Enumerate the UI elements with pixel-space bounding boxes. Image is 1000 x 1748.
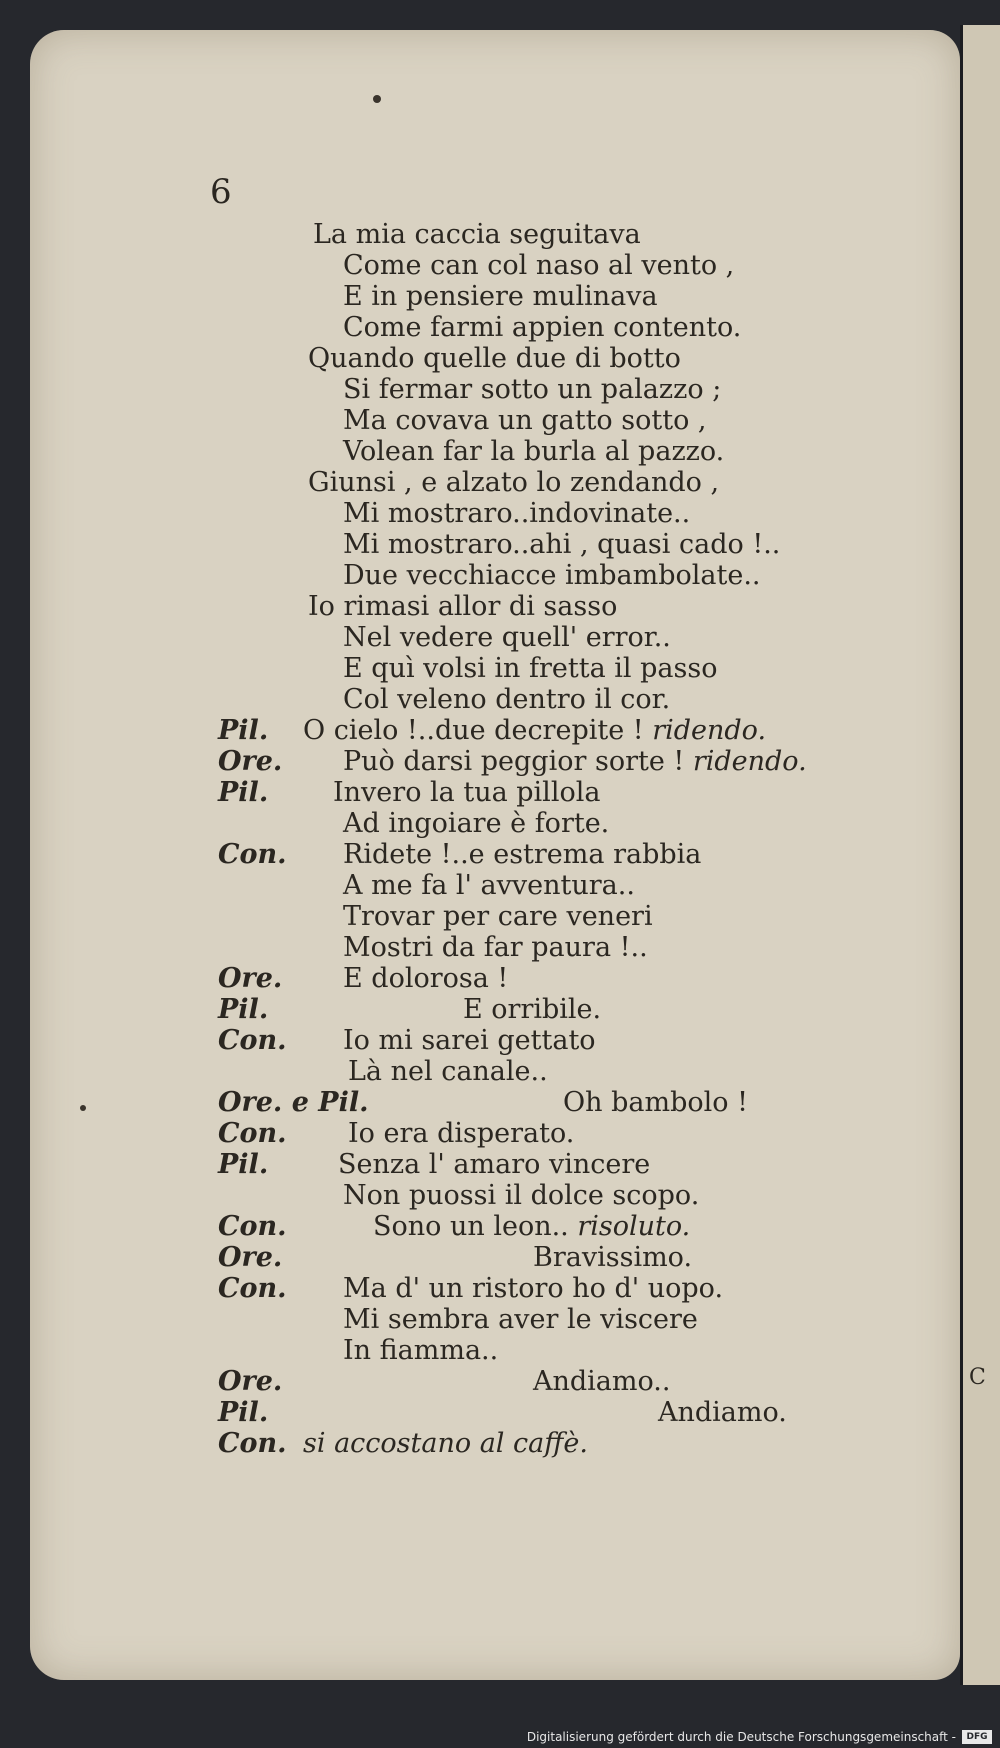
speaker-label: Ore. — [218, 1242, 283, 1273]
dialogue-line — [343, 747, 807, 777]
dialogue-text: Bravissimo. — [533, 1242, 693, 1273]
dialogue-line — [343, 1026, 596, 1056]
page-speck — [373, 95, 381, 103]
dialogue-line — [658, 1398, 787, 1428]
dialogue-line — [343, 1336, 498, 1366]
dialogue-text: In fiamma.. — [343, 1335, 499, 1366]
dialogue-text: Senza l' amaro vincere — [338, 1149, 651, 1180]
dialogue-text: Andiamo.. — [533, 1366, 671, 1397]
dialogue-text: Mostri da far paura !.. — [343, 932, 648, 963]
dialogue-text: Là nel canale.. — [348, 1056, 548, 1087]
verse-line: Si fermar sotto un palazzo ; — [343, 374, 722, 405]
verse-line: Io rimasi allor di sasso — [308, 591, 618, 622]
adjacent-page-edge — [960, 25, 1000, 1685]
dialogue-line — [348, 1119, 574, 1149]
verse-line: Giunsi , e alzato lo zendando , — [308, 467, 720, 498]
dialogue-text: A me fa l' avventura.. — [343, 870, 635, 901]
speaker-label: Con. — [218, 1273, 287, 1304]
dialogue-text: Ma d' un ristoro ho d' uopo. — [343, 1273, 724, 1304]
speaker-label: Con. — [218, 1025, 287, 1056]
speaker-label: Ore. e Pil. — [218, 1087, 369, 1118]
verse-line: Mi mostraro..ahi , quasi cado !.. — [343, 529, 781, 560]
dialogue-line — [343, 1181, 699, 1211]
dialogue-text: Ridete !..e estrema rabbia — [343, 839, 702, 870]
dialogue-text: Mi sembra aver le viscere — [343, 1304, 698, 1335]
dialogue-line — [343, 840, 701, 870]
verse-line: Volean far la burla al pazzo. — [343, 436, 725, 467]
dialogue-line — [343, 1274, 723, 1304]
page-speck — [80, 1105, 86, 1111]
verse-line: E quì volsi in fretta il passo — [343, 653, 718, 684]
verse-line: E in pensiere mulinava — [343, 281, 658, 312]
speaker-label: Con. — [218, 1428, 287, 1459]
verse-line: Mi mostraro..indovinate.. — [343, 498, 691, 529]
dialogue-text: Io era disperato. — [348, 1118, 575, 1149]
speaker-label: Pil. — [218, 1149, 269, 1180]
speaker-label: Pil. — [218, 994, 269, 1025]
page-number: 6 — [210, 172, 232, 212]
speaker-label: Pil. — [218, 1397, 269, 1428]
verse-line: Ma covava un gatto sotto , — [343, 405, 707, 436]
dialogue-text: Non puossi il dolce scopo. — [343, 1180, 700, 1211]
speaker-label: Ore. — [218, 1366, 283, 1397]
stage-direction: risoluto. — [568, 1211, 691, 1242]
dialogue-text: Io mi sarei gettato — [343, 1025, 596, 1056]
speaker-label: Con. — [218, 839, 287, 870]
dfg-logo-icon: DFG — [962, 1730, 992, 1744]
dialogue-line — [343, 871, 635, 901]
adjacent-page-fragment: C — [969, 1365, 986, 1390]
dialogue-line — [303, 716, 766, 746]
speaker-label: Pil. — [218, 777, 269, 808]
dialogue-line — [338, 1150, 650, 1180]
speaker-label: Con. — [218, 1118, 287, 1149]
dialogue-text: E orribile. — [463, 994, 602, 1025]
verse-line: Come farmi appien contento. — [343, 312, 742, 343]
dialogue-text: Invero la tua pillola — [333, 777, 601, 808]
dialogue-line — [563, 1088, 748, 1118]
verse-line: Col veleno dentro il cor. — [343, 684, 671, 715]
dialogue-text: Trovar per care veneri — [343, 901, 653, 932]
dialogue-text: Sono un leon.. — [373, 1211, 569, 1242]
dialogue-line — [303, 1429, 588, 1459]
speaker-label: Ore. — [218, 963, 283, 994]
verse-line: Quando quelle due di botto — [308, 343, 681, 374]
dialogue-text: Può darsi peggior sorte ! — [343, 746, 685, 777]
footer-credit: Digitalisierung gefördert durch die Deutsche Forschungsgemeinschaft - — [526, 1730, 956, 1744]
speaker-label: Ore. — [218, 746, 283, 777]
dialogue-line — [533, 1367, 670, 1397]
dialogue-line — [343, 1305, 698, 1335]
dialogue-line — [343, 809, 609, 839]
dialogue-line — [348, 1057, 548, 1087]
dialogue-text: Ad ingoiare è forte. — [343, 808, 610, 839]
stage-direction: ridendo. — [684, 746, 807, 777]
dialogue-line — [533, 1243, 692, 1273]
dialogue-line — [343, 902, 653, 932]
verse-line: Nel vedere quell' error.. — [343, 622, 671, 653]
dialogue-text: E dolorosa ! — [343, 963, 509, 994]
verse-line: La mia caccia seguitava — [313, 219, 641, 250]
dialogue-line — [333, 778, 600, 808]
dialogue-line — [463, 995, 601, 1025]
dialogue-text: O cielo !..due decrepite ! — [303, 715, 644, 746]
dialogue-line — [373, 1212, 690, 1242]
dialogue-text: Oh bambolo ! — [563, 1087, 748, 1118]
verse-line: Come can col naso al vento , — [343, 250, 735, 281]
dialogue-line — [343, 964, 508, 994]
dialogue-line — [343, 933, 648, 963]
verse-line: Due vecchiacce imbambolate.. — [343, 560, 761, 591]
stage-direction: ridendo. — [643, 715, 767, 746]
dialogue-text: Andiamo. — [658, 1397, 787, 1428]
footer-bar — [0, 1726, 1000, 1748]
stage-direction: si accostano al caffè. — [303, 1428, 588, 1459]
speaker-label: Con. — [218, 1211, 287, 1242]
speaker-label: Pil. — [218, 715, 269, 746]
